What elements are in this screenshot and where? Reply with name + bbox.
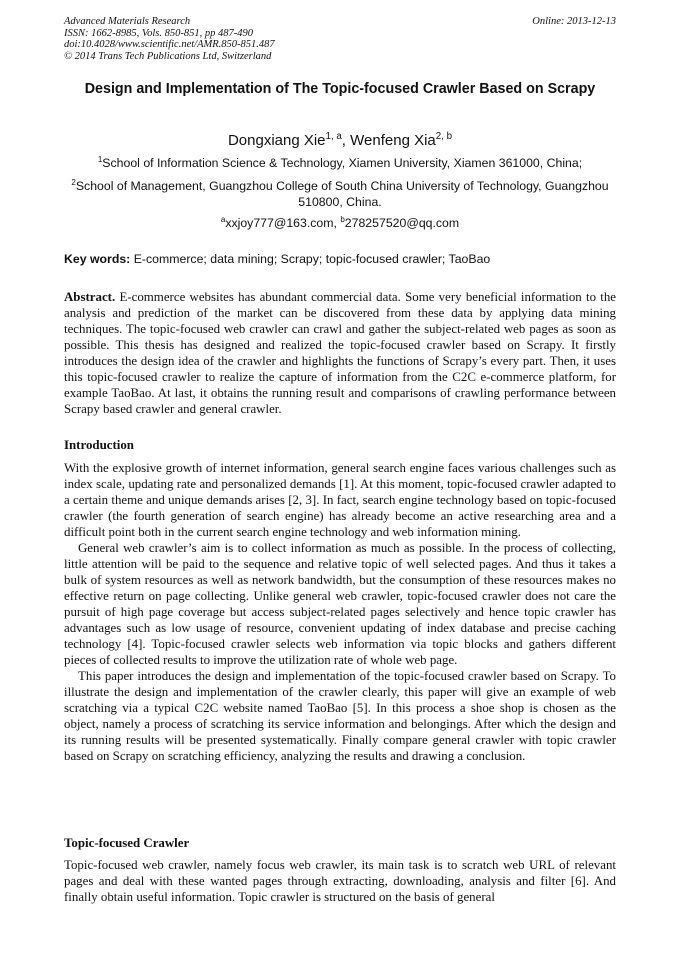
abstract-label: Abstract. (64, 290, 116, 304)
email-address: 278257520@qq.com (344, 216, 460, 230)
affiliation-mark: 1 (97, 154, 103, 164)
email-mark: a (220, 214, 226, 224)
author-separator: , (341, 132, 351, 149)
paragraph: General web crawler’s aim is to collect information as much as possible. In the process of collecting, little attention will be paid to the sequence and relative topic of well selected pages. And thus it takes a bulk of system resources as well as network bandwidth, but the consumption of these resources makes no effective return on page collecting. Unlike general web crawler, topic-focused crawler does not care the pursuit of high page coverage but access subject-related pages selectively and hence topic crawler has advantages such as low usage of resource, convenient updating of index database and precise caching technology [4]. Topic-focused crawler selects web information via topic blocks and gathers different pieces of collected results to improve the utilization rate of whole web page. (64, 541, 616, 667)
author-affiliation-mark: 1, a (325, 131, 342, 142)
topic-section-body (64, 857, 616, 905)
doi-line: doi:10.4028/www.scientific.net/AMR.850-851.487 (64, 39, 275, 51)
paper-title: Design and Implementation of The Topic-focused Crawler Based on Scrapy (84, 81, 596, 97)
affiliation (64, 178, 616, 210)
journal-header (64, 16, 616, 62)
author-emails (64, 215, 616, 231)
introduction-body (64, 460, 616, 764)
paragraph: This paper introduces the design and implementation of the topic-focused crawler based on Scrapy. To illustrate the design and implementation of the crawler clearly, this paper will give an example of web scratching via a typical C2C website named TaoBao [5]. In this process a shoe shop is chosen as the object, namely a process of scratching its service information and belongings. After which the design and its running results will be presented systematically. Finally compare general crawler with topic crawler based on Scrapy on scratching efficiency, analyzing the results and drawing a conclusion. (64, 669, 616, 763)
author-name: Dongxiang Xie (227, 132, 326, 149)
journal-name: Advanced Materials Research (64, 16, 191, 27)
section-heading: Topic-focused Crawler (64, 836, 190, 850)
author-name: Wenfeng Xia (350, 132, 436, 149)
affiliation (64, 155, 616, 171)
copyright-line: © 2014 Trans Tech Publications Ltd, Switzerland (64, 50, 272, 62)
online-date: Online: 2013-12-13 (532, 16, 616, 27)
email-mark: b (340, 214, 345, 224)
abstract-text: E-commerce websites has abundant commercial data. Some very beneficial information to the analysis and prediction of the market can be discovered from these data by applying data mining techniques. The topic-focused web crawler can crawl and gather the subject-related web pages as soon as possible. This thesis has designed and realized the topic-focused crawler based on Scrapy. It firstly introduces the design idea of the crawler and highlights the functions of Scrapy’s every part. Then, it uses this topic-focused crawler to realize the capture of information from the C2C e-commerce platform, for example TaoBao. At last, it obtains the running result and comparisons of crawling performance between Scrapy based crawler and general crawler. (64, 290, 616, 416)
keywords-text: E-commerce; data mining; Scrapy; topic-focused crawler; TaoBao (130, 252, 491, 266)
affiliation-text: School of Information Science & Technology, Xiamen University, Xiamen 361000, China; (102, 156, 583, 170)
affiliation-text: School of Management, Guangzhou College of South China University of Technology, Guangzhou 510800, China. (75, 179, 609, 209)
keywords-label: Key words: (64, 252, 131, 266)
author-affiliation-mark: 2, b (435, 131, 453, 142)
affiliation-mark: 2 (71, 177, 76, 187)
email-address: xxjoy777@163.com, (225, 216, 341, 230)
section-heading: Introduction (64, 438, 134, 452)
issn-line: ISSN: 1662-8985, Vols. 850-851, pp 487-490 (64, 27, 253, 39)
paragraph: With the explosive growth of internet information, general search engine faces various challenges such as index scale, updating rate and personalized demands [1]. At this moment, topic-focused crawler adapted to a certain theme and unique demands arises [2, 3]. In fact, search engine technology based on topic-focused crawler (the fourth generation of search engine) has already become an active researching area and a difficult point both in the current search engine technology and web information mining. (64, 461, 616, 539)
paragraph: Topic-focused web crawler, namely focus web crawler, its main task is to scratch web URL of relevant pages and deal with these wanted pages through extracting, downloading, analysis and filter [6]. And finally obtain useful information. Topic crawler is structured on the basis of general (64, 858, 616, 904)
keywords (64, 251, 616, 267)
author-line (64, 132, 616, 150)
abstract (64, 289, 616, 417)
